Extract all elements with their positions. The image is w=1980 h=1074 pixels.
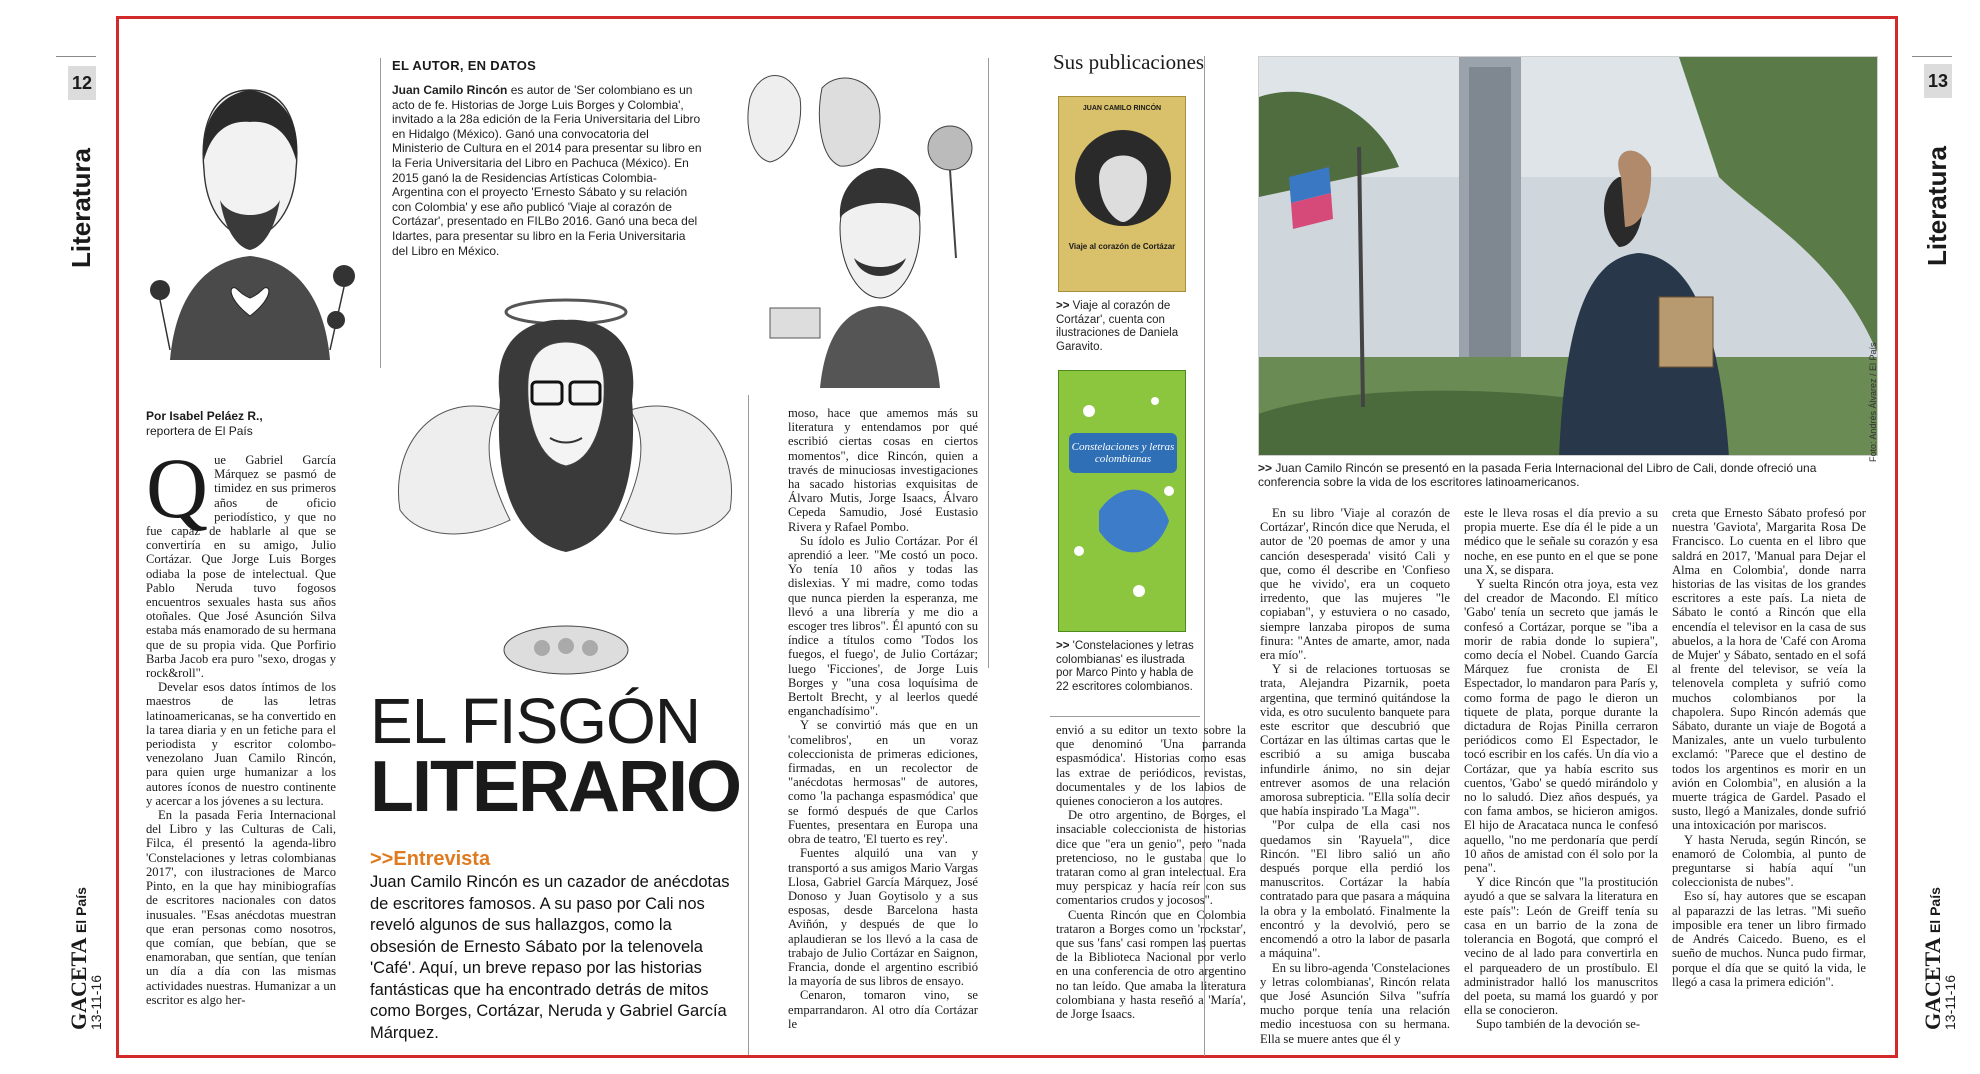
paragraph: este le lleva rosas el día previo a su propia muerte. Ese día él le pide a un médico que le señale su corazón y esa noche, en ese punto en el que se pone una X, se dispara. xyxy=(1464,506,1658,577)
paragraph: Y dice Rincón que "la prostitución ayudó a que se salvara la literatura en este país": León de Greiff tenía su casa en un barrio de la zona de tolerancia en Bogotá, que compró el vecino de al lado para convertirla en el parqueadero de un prostíbulo. El administrador halló los manuscritos del poeta, su mamá los guardó y por ella se conocieron. xyxy=(1464,875,1658,1018)
drop-cap: Q xyxy=(146,440,209,536)
paragraph: En su libro-agenda 'Constelaciones y letras colombianas', Rincón relata que José Asunción Silva "sufría mucho porque tenía una relación medio incestuosa con su hermana. Ella se muere antes que él y xyxy=(1260,960,1450,1046)
book-cover-constelaciones xyxy=(1058,370,1186,632)
author-box-body: es autor de 'Ser colombiano es un acto de fe. Historias de Jorge Luis Borges y Colombia', invitado a la 28a edición de la Feria Universitaria del Libro en Hidalgo (México). Ganó una convocatoria del Ministerio de Cultura en el 2014 para presentar su libro en la Feria Universitaria del Libro en Pachuca (México). En 2015 ganó la de Residencias Artísticas Colombia-Argentina con el proyecto 'Ernesto Sábato y su relación con Colombia' y ese año publicó 'Viaje al corazón de Cortázar', presentado en FILBo 2016. Ganó una beca del Idartes, para presentar su libro en la Feria Universitaria del Libro en México. xyxy=(392,83,702,258)
publications-heading: Sus publicaciones xyxy=(1053,50,1205,74)
paragraph: De otro argentino, de Borges, el insaciable coleccionista de historias dice que "era un genio", pero "nada pretencioso, no le gustaba que lo trataran como al gran intelectual. Era muy perspicaz y hacía reír con sus comentarios crudos y jocosos". xyxy=(1056,808,1246,908)
byline-author: Por Isabel Peláez R., xyxy=(146,409,263,423)
book-cover-author: JUAN CAMILO RINCÓN xyxy=(1082,105,1162,112)
gaceta-date-right: 13-11-16 xyxy=(1942,974,1958,1030)
gaceta-brand-right: GACETA xyxy=(1920,937,1945,1030)
caption-arrow: >> xyxy=(1056,300,1070,312)
article-column-3 xyxy=(1056,723,1246,1021)
portrait-illustration xyxy=(130,60,370,360)
paragraph: Y se convirtió más que en un 'comelibros', en un voraz coleccionista de primeras ediciones, firmadas, en un recolector de "anécdotas hermosas" de autores, como 'la pachanga espasmódica' que se formó después de que Carlos Fuentes, presentara en Europa una obra de teatro, 'El tuerto es rey'. xyxy=(788,718,978,847)
gaceta-brand-left: GACETA xyxy=(66,937,91,1030)
column-rule-2 xyxy=(988,58,989,668)
paragraph: En la pasada Feria Internacional del Libro y las Culturas de Cali, Filca, él presentó la agenda-libro 'Constelaciones y letras colombianas 2017', con ilustraciones de Marco Pinto, en la que hay minibiografías de escritores nacionales con datos inusuales. "Esas anécdotas muestran que eran personas como nosotros, que comían, que bebían, que se enamoraban, que sentían, que tenían un día a día con las mismas actividades nuestras. Humanizar a un escritor es algo her- xyxy=(146,808,336,1007)
paragraph: envió a su editor un texto sobre la que denominó 'Una parranda espasmódica'. Historias como esas las extrae de periódicos, revistas, documentales y de los labios de quienes conocieron a los autores. xyxy=(1056,723,1246,809)
paragraph: Eso sí, hay autores que se escapan al paparazzi de las letras. "Mi sueño imposible era tener un libro firmado de Andrés Caicedo. Bueno, es el sueño de muchos. Nunca pudo firmar, porque el día que se quitó la vida, le llegó a casa la primera edición". xyxy=(1672,889,1866,989)
paragraph: Fuentes alquiló una van y transportó a sus amigos Mario Vargas Llosa, Gabriel García Márquez, José Donoso y Juan Goytisolo y a sus esposas, desde Barcelona hasta Aviñón, y después de que lo aplaudieran se los llevó a la casa de trabajo de Julio Cortázar en Saignon, Francia, donde el argentino escribió la mayoría de sus libros de ensayo. xyxy=(788,846,978,989)
photo-caption xyxy=(1258,462,1858,489)
byline-role: reportera de El País xyxy=(146,424,253,438)
byline xyxy=(146,409,346,439)
sidebar-bottom-rule xyxy=(1050,716,1200,717)
caption-text: 'Constelaciones y letras colombianas' es ilustrada por Marco Pinto y habla de 22 escritores colombianos. xyxy=(1056,640,1194,693)
paragraph: Cuenta Rincón que en Colombia trataron a Borges como un 'rockstar', que sus 'fans' casi rompen las puertas de la Biblioteca Nacional por verlo en una conferencia de otro argentino no tan leído. Que amaba la literatura colombiana y hasta reseñó a 'María', de Jorge Isaacs. xyxy=(1056,907,1246,1022)
caption-arrow: >> xyxy=(1258,461,1273,475)
headline-block xyxy=(370,685,770,827)
photo-credit: Foto: Andrés Álvarez / El País xyxy=(1868,342,1878,462)
book1-caption xyxy=(1056,300,1196,354)
book-cover-cortazar xyxy=(1058,96,1186,292)
paragraph: Y hasta Neruda, según Rincón, se enamoró de Colombia, al punto de preguntarse si había aquí "un coleccionista de nubes". xyxy=(1672,832,1866,890)
writers-collage-illustration xyxy=(730,58,990,388)
gaceta-paper-left: El País xyxy=(73,887,89,934)
section-label-left: Literatura xyxy=(66,148,96,268)
paragraph: Y si de relaciones tortuosas se trata, Alejandra Pizarnik, poeta argentina, que terminó quitándose la vida, es otro suculento banquete para este escritor que descubrió que Cortázar en las últimas cartas que le escribió a su amiga buscaba infundirle ánimo, no sin dejar entrever asomos de una relación amorosa subrepticia. "Ella solía decir que había inspirado 'La Maga'". xyxy=(1260,662,1450,819)
angel-illustration xyxy=(380,290,750,690)
article-column-5 xyxy=(1464,506,1658,1032)
paragraph: Develar esos datos íntimos de los maestros de las letras latinoamericanas, se ha convertido en la tarea diaria y en un fetiche para el periodista y escritor colombo-venezolano Juan Camilo Rincón, para quien urge humanizar a los autores íconos de nuestro continente y acercar a los jóvenes a su lectura. xyxy=(146,680,336,808)
author-box-name: Juan Camilo Rincón xyxy=(392,83,508,97)
gaceta-date-left: 13-11-16 xyxy=(88,974,104,1030)
margin-rule-left xyxy=(56,56,96,57)
article-column-6 xyxy=(1672,506,1866,989)
headline-line-1: EL FISGÓN xyxy=(370,685,701,757)
paragraph: creta que Ernesto Sábato profesó por nuestra 'Gaviota', Margarita Rosa De Francisco. Lo cuenta en el libro que saldrá en 2017, 'Manual para Dejar el Alma en Colombia', donde narra historias de las visitas de los grandes escritores a este país. La nieta de Sábato le contó a Rincón que ella encendía el televisor en la casa de sus abuelos, a la hora de 'Café con Aroma de Mujer' y Sábato, sentado en el sofá al frente del televisor, se veía la telenovela completa y sufrió como muchos colombianos por la chapolera. Supo Rincón además que Sábato, durante un viaje de Bogotá a Manizales, ante un vuelo turbulento exclamó: "Parece que el destino de todos los argentinos es morir en un avión en Colombia", en alusión a la muerte trágica de Gardel. Pasado el susto, llegó a Manizales, donde sufrió una intoxicación por mariscos. xyxy=(1672,506,1866,833)
article-column-2 xyxy=(788,406,978,1031)
page-number-left: 12 xyxy=(68,66,96,100)
paragraph: ue Gabriel García Márquez se pasmó de timidez en sus primeros años de oficio periodístico, y que no fue capaz de hablarle al que se convertiría en su amigo, Julio Cortázar. Que Jorge Luis Borges odiaba la pose de intelectual. Que Pablo Neruda tuvo fogosos encuentros sexuales hasta sus años otoñales. Que José Asunción Silva estaba más enamorado de su hermana que de su propia vida. Que Porfirio Barba Jacob era puro "sexo, drogas y rock&roll". xyxy=(146,453,336,681)
author-photo xyxy=(1258,56,1878,456)
author-box-heading: EL AUTOR, EN DATOS xyxy=(392,58,537,73)
paragraph: Y suelta Rincón otra joya, esta vez del creador de Macondo. El mítico 'Gabo' tenía un secreto que jamás le confesó a Cortázar, porque se "iba a morir de rabia donde lo supiera", como decía el Nobel. Cuando García Márquez fue cronista de El Espectador, lo mandaron para París y, como forma de pago le dieron un tiquete de plata, porque durante la dictadura de Rojas Pinilla cerraron periódicos como El Espectador, le tocó escribir en los cafés. Un día vio a Cortázar, que ya había escrito sus cuentos, 'Gabo' se quedó mirándolo y no lo saludó. Diez años después, ya con fama ambos, se hicieron amigos. El hijo de Aracataca nunca le confesó aquello, "no me perdonaría que perdí 10 años de amistad con él solo por la pena". xyxy=(1464,577,1658,876)
paragraph: Cenaron, tomaron vino, se emparrandaron. Al otro día Cortázar le xyxy=(788,988,978,1031)
page-number-right: 13 xyxy=(1924,64,1952,98)
book2-cover-title: Constelaciones y letras colombianas xyxy=(1071,441,1175,465)
headline-line-2: LITERARIO xyxy=(370,747,740,827)
article-column-4 xyxy=(1260,506,1450,1046)
author-data-box xyxy=(392,58,702,258)
section-label-right: Literatura xyxy=(1922,146,1952,266)
paragraph: Supo también de la devoción se- xyxy=(1476,1017,1641,1032)
kicker-entrevista: >>Entrevista xyxy=(370,848,491,870)
caption-arrow: >> xyxy=(1056,640,1070,652)
paragraph: "Por culpa de ella casi nos quedamos sin 'Rayuela'", dice Rincón. "El libro salió un año después porque ella perdió los manuscritos. Cortázar la había contratado para que pasara a máquina la obra y la embolató. Finalmente la encontró y la devolvió, pero se encomendó a otro la labor de pasarla a máquina". xyxy=(1260,818,1450,961)
book-cover-title: Viaje al corazón de Cortázar xyxy=(1068,242,1176,251)
margin-rule-right xyxy=(1912,56,1952,57)
article-column-1 xyxy=(146,440,336,1007)
caption-text: Viaje al corazón de Cortázar', cuenta con ilustraciones de Daniela Garavito. xyxy=(1056,300,1179,353)
lead-paragraph: Juan Camilo Rincón es un cazador de anécdotas de escritores famosos. A su paso por Cali nos reveló algunos de sus hallazgos, como la obsesión de Ernesto Sábato por la telenovela 'Café'. Aquí, un breve repaso por las historias fantásticas que ha encontrado detrás de mitos como Borges, Cortázar, Neruda y Gabriel García Márquez. xyxy=(370,873,730,1042)
gaceta-paper-right: El País xyxy=(1927,887,1943,934)
paragraph: En su libro 'Viaje al corazón de Cortázar', Rincón dice que Neruda, el autor de '20 poemas de amor y una canción desesperada' visitó Cali y que, como él describe en 'Confieso que he vivido', era un coqueto irredento, que las mujeres "le copiaban", y estuviera o no casado, siempre lanzaba piropos de suma finura: "Antes de amarte, amor, nada era mío". xyxy=(1260,506,1450,663)
caption-text: Juan Camilo Rincón se presentó en la pasada Feria Internacional del Libro de Cali, donde ofreció una conferencia sobre la vida de los escritores latinoamericanos. xyxy=(1258,461,1817,489)
book2-caption xyxy=(1056,640,1196,694)
paragraph: moso, hace que amemos más su literatura y entendamos por qué escribió ciertas cosas en ciertos momentos", dice Rincón, quien a través de minuciosas investigaciones ha sacado historias exquisitas de Álvaro Mutis, Jorge Isaacs, Álvaro Cepeda Samudio, José Eustasio Rivera y Rafael Pombo. xyxy=(788,406,978,534)
paragraph: Su ídolo es Julio Cortázar. Por él aprendió a leer. "Me costó un poco. Yo tenía 10 años y todas las dislexias. Y mi madre, como todas que nunca pierden la esperanza, me llevó a una librería y me dio a escoger tres libros". Él apuntó con su índice a títulos como 'Todos los fuegos, el fuego', de Julio Cortázar; luego 'Ficciones', de Jorge Luis Borges y "una cosa loquísima de Bertolt Brecht, y al leerlos quedé enganchadísimo". xyxy=(788,533,978,719)
